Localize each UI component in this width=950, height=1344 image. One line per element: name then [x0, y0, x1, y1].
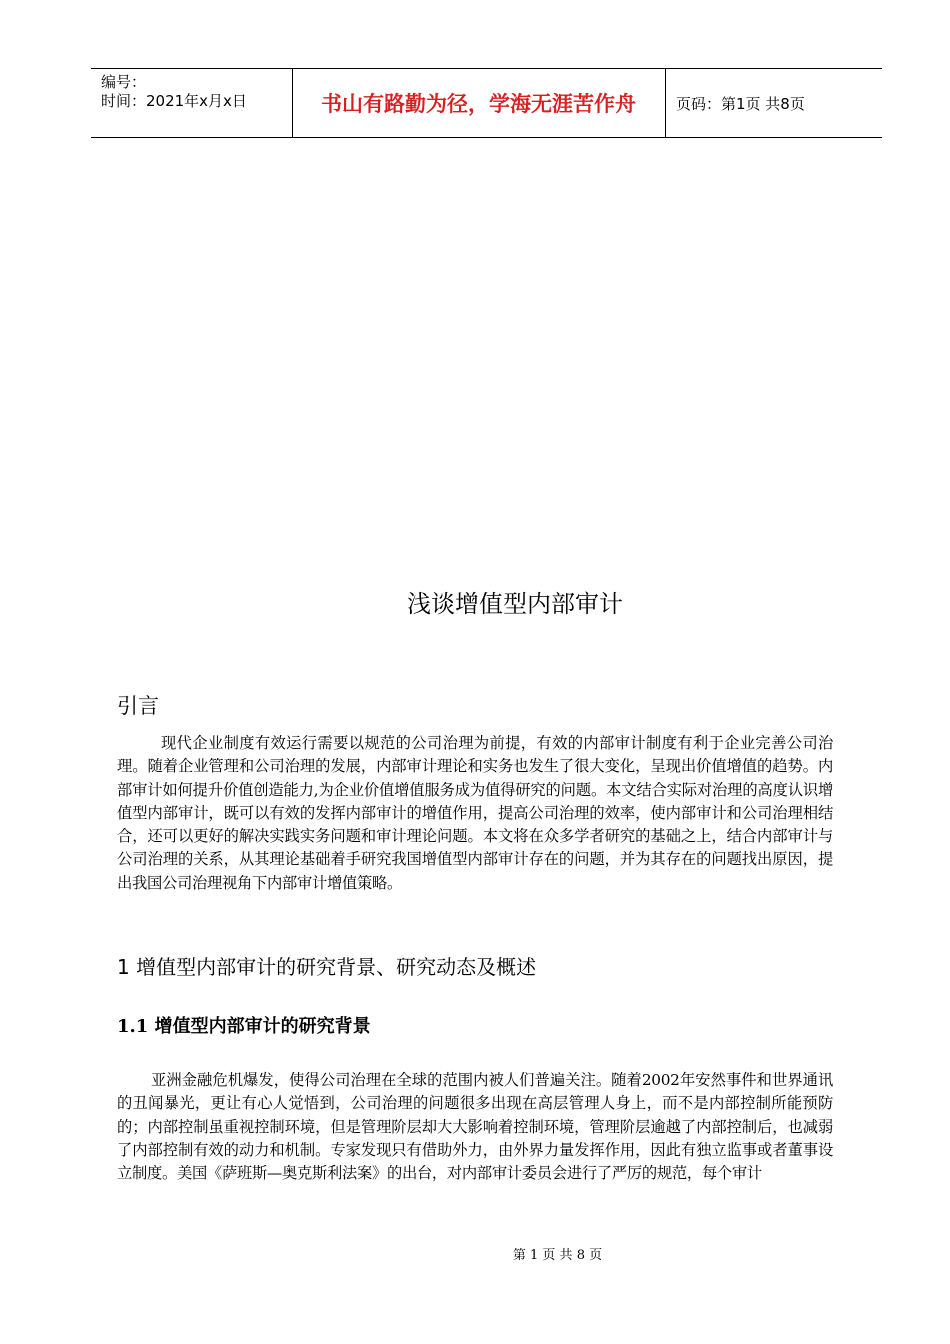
document-header: [91, 68, 882, 138]
header-meta-cell: [91, 69, 293, 137]
section-1-heading: 1 增值型内部审计的研究背景、研究动态及概述: [117, 955, 537, 979]
document-time-label: 时间：2021年x月x日: [101, 92, 247, 110]
section-1-1-paragraph: 亚洲金融危机爆发，使得公司治理在全球的范围内被人们普遍关注。随着2002年安然事件和世界通讯的丑闻暴光，更让有心人觉悟到，公司治理的问题很多出现在高层管理人身上，而不是内部控制所能预防的；内部控制虽重视控制环境，但是管理阶层却大大影响着控制环境，管理阶层逾越了内部控制后，也减弱了内部控制有效的动力和机制。专家发现只有借助外力，由外界力量发挥作用，因此有独立监事或者董事设立制度。美国《萨班斯—奥克斯利法案》的出台，对内部审计委员会进行了严厉的规范，每个审计: [117, 1071, 833, 1183]
intro-paragraph: 现代企业制度有效运行需要以规范的公司治理为前提，有效的内部审计制度有利于企业完善公司治理。随着企业管理和公司治理的发展，内部审计理论和实务也发生了很大变化，呈现出价值增值的趋势。内部审计如何提升价值创造能力,为企业价值增值服务成为值得研究的问题。本文结合实际对治理的高度认识增值型内部审计，既可以有效的发挥内部审计的增值作用，提高公司治理的效率，使内部审计和公司治理相结合，还可以更好的解决实践实务问题和审计理论问题。本文将在众多学者研究的基础之上，结合内部审计与公司治理的关系，从其理论基础着手研究我国增值型内部审计存在的问题，并为其存在的问题找出原因，提出我国公司治理视角下内部审计增值策略。: [117, 734, 833, 892]
page-footer: 第 1 页 共 8 页: [512, 1248, 603, 1263]
header-motto: 书山有路勤为径，学海无涯苦作舟: [292, 69, 666, 137]
header-page-info: 页码：第1页 共8页: [676, 94, 805, 113]
document-number-label: 编号：: [101, 73, 147, 91]
section-1-1-heading: 1.1 增值型内部审计的研究背景: [117, 1016, 371, 1037]
intro-heading: 引言: [117, 694, 159, 718]
document-title: 浅谈增值型内部审计: [407, 590, 623, 618]
